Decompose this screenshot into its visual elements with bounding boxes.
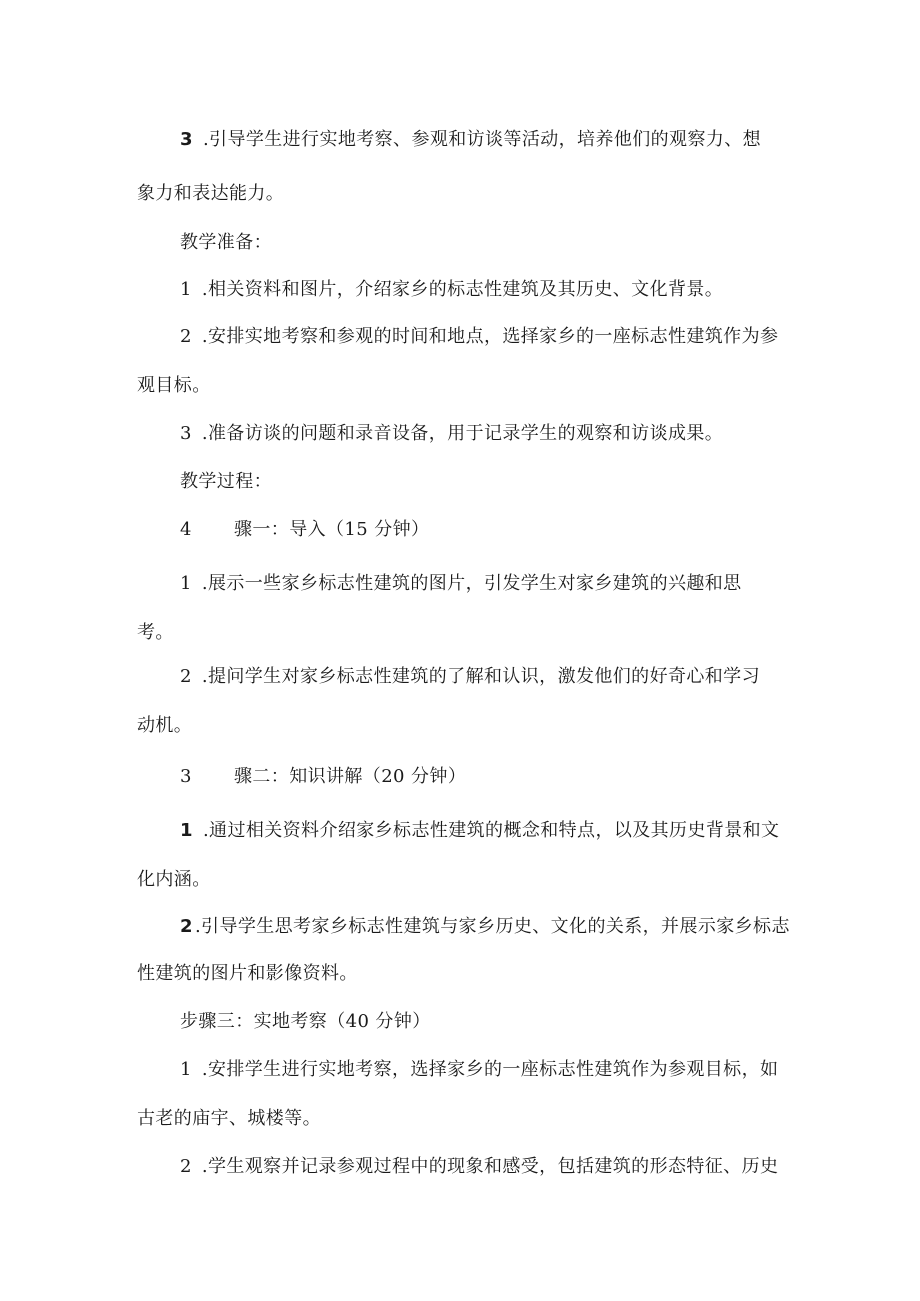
item-text: .引导学生思考家乡标志性建筑与家乡历史、文化的关系，并展示家乡标志 (194, 916, 790, 937)
objective-3-line-1 (180, 128, 761, 152)
item-number: 3 (180, 766, 192, 787)
item-number: 3 (180, 423, 192, 444)
item-number: 1 (180, 573, 192, 594)
item-number: 2 (180, 1156, 192, 1177)
step-2-item-1-line-1 (180, 819, 779, 843)
item-number: 3 (180, 129, 193, 150)
item-number: 1 (180, 820, 193, 841)
prep-item-2-line-2: 观目标。 (137, 375, 211, 396)
item-number: 2 (180, 916, 193, 937)
item-text: .学生观察并记录参观过程中的现象和感受，包括建筑的形态特征、历史 (201, 1156, 779, 1177)
objective-3-line-2: 象力和表达能力。 (137, 183, 285, 204)
prep-item-3 (180, 422, 723, 446)
step-2-item-1-line-2: 化内涵。 (137, 869, 211, 890)
item-text: .相关资料和图片，介绍家乡的标志性建筑及其历史、文化背景。 (201, 279, 724, 300)
step-1-item-2-line-1 (180, 665, 760, 689)
item-text: .通过相关资料介绍家乡标志性建筑的概念和特点，以及其历史背景和文 (202, 820, 780, 841)
step-1-item-1-line-2: 考。 (137, 622, 174, 643)
step-2-item-2-line-1 (180, 915, 790, 939)
item-number: 2 (180, 666, 192, 687)
step-3-item-1-line-1 (180, 1058, 778, 1082)
item-text: .安排学生进行实地考察，选择家乡的一座标志性建筑作为参观目标，如 (201, 1059, 779, 1080)
step-3-item-1-line-2: 古老的庙宇、城楼等。 (137, 1108, 321, 1129)
step-1-heading (180, 518, 429, 542)
step-2-item-2-line-2: 性建筑的图片和影像资料。 (137, 963, 358, 984)
item-text: 骤一：导入（15 分钟） (234, 519, 430, 540)
item-text: 骤二：知识讲解（20 分钟） (234, 766, 467, 787)
item-text: .安排实地考察和参观的时间和地点，选择家乡的一座标志性建筑作为参 (201, 326, 779, 347)
item-number: 1 (180, 279, 192, 300)
step-3-heading: 步骤三：实地考察（40 分钟） (180, 1011, 431, 1032)
item-number: 1 (180, 1059, 192, 1080)
step-1-item-2-line-2: 动机。 (137, 715, 193, 736)
item-number: 4 (180, 519, 192, 540)
step-2-heading (180, 765, 466, 789)
process-title: 教学过程： (180, 471, 272, 492)
prep-item-1 (180, 278, 723, 302)
item-text: .提问学生对家乡标志性建筑的了解和认识，激发他们的好奇心和学习 (201, 666, 760, 687)
step-3-item-2-line-1 (180, 1155, 778, 1179)
prep-title: 教学准备： (180, 232, 272, 253)
step-1-item-1-line-1 (180, 572, 742, 596)
prep-item-2-line-1 (180, 325, 778, 349)
item-text: .展示一些家乡标志性建筑的图片，引发学生对家乡建筑的兴趣和思 (201, 573, 742, 594)
item-text: .准备访谈的问题和录音设备，用于记录学生的观察和访谈成果。 (201, 423, 724, 444)
item-text: .引导学生进行实地考察、参观和访谈等活动，培养他们的观察力、想 (202, 129, 762, 150)
item-number: 2 (180, 326, 192, 347)
